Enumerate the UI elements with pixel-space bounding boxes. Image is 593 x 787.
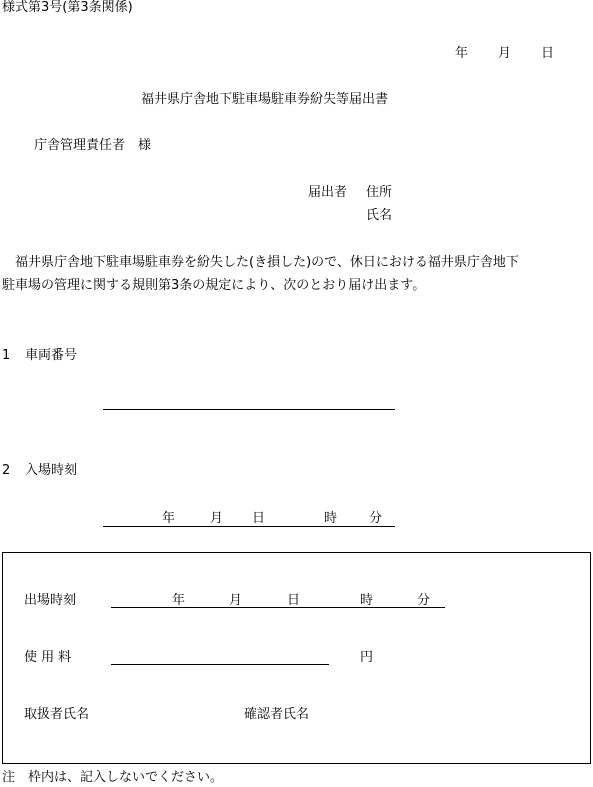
body-line-1: 福井県庁舎地下駐車場駐車券を紛失した(き損した)ので、休日における福井県庁舎地下: [2, 255, 519, 270]
vehicle-number-line: [103, 409, 395, 410]
exit-time-label: 出場時刻: [24, 593, 77, 608]
date-month-label: 月: [498, 46, 512, 61]
document-title: 福井県庁舎地下駐車場駐車券紛失等届出書: [141, 92, 389, 107]
body-line-2: 駐車場の管理に関する規則第3条の規定により、次のとおり届け出ます。: [2, 278, 426, 293]
item1-label: 車両番号: [25, 348, 78, 363]
entry-time-line: [103, 526, 395, 527]
exit-year-label: 年: [172, 593, 186, 608]
item1-number: 1: [2, 348, 11, 363]
address-label: 住所: [366, 185, 393, 200]
entry-hour-label: 時: [324, 511, 338, 526]
exit-day-label: 日: [287, 593, 301, 608]
entry-minute-label: 分: [369, 511, 383, 526]
form-number: 様式第3号(第3条関係): [2, 0, 133, 15]
exit-minute-label: 分: [417, 593, 431, 608]
exit-time-line: [111, 607, 445, 608]
entry-month-label: 月: [210, 511, 224, 526]
handler-name-label: 取扱者氏名: [24, 707, 90, 722]
checker-name-label: 確認者氏名: [244, 707, 310, 722]
fee-line: [111, 664, 329, 665]
footnote: 注 枠内は、記入しないでください。: [2, 770, 224, 785]
fee-unit: 円: [360, 650, 374, 665]
entry-day-label: 日: [252, 511, 266, 526]
fee-label: 使 用 料: [24, 650, 72, 665]
exit-hour-label: 時: [360, 593, 374, 608]
item2-number: 2: [2, 463, 11, 478]
entry-year-label: 年: [162, 511, 176, 526]
exit-month-label: 月: [229, 593, 243, 608]
office-use-box: [2, 552, 591, 764]
addressee: 庁舎管理責任者 様: [34, 138, 152, 153]
date-day-label: 日: [541, 46, 555, 61]
item2-label: 入場時刻: [25, 463, 78, 478]
applicant-label: 届出者: [308, 185, 348, 200]
date-year-label: 年: [455, 46, 469, 61]
name-label: 氏名: [366, 208, 393, 223]
